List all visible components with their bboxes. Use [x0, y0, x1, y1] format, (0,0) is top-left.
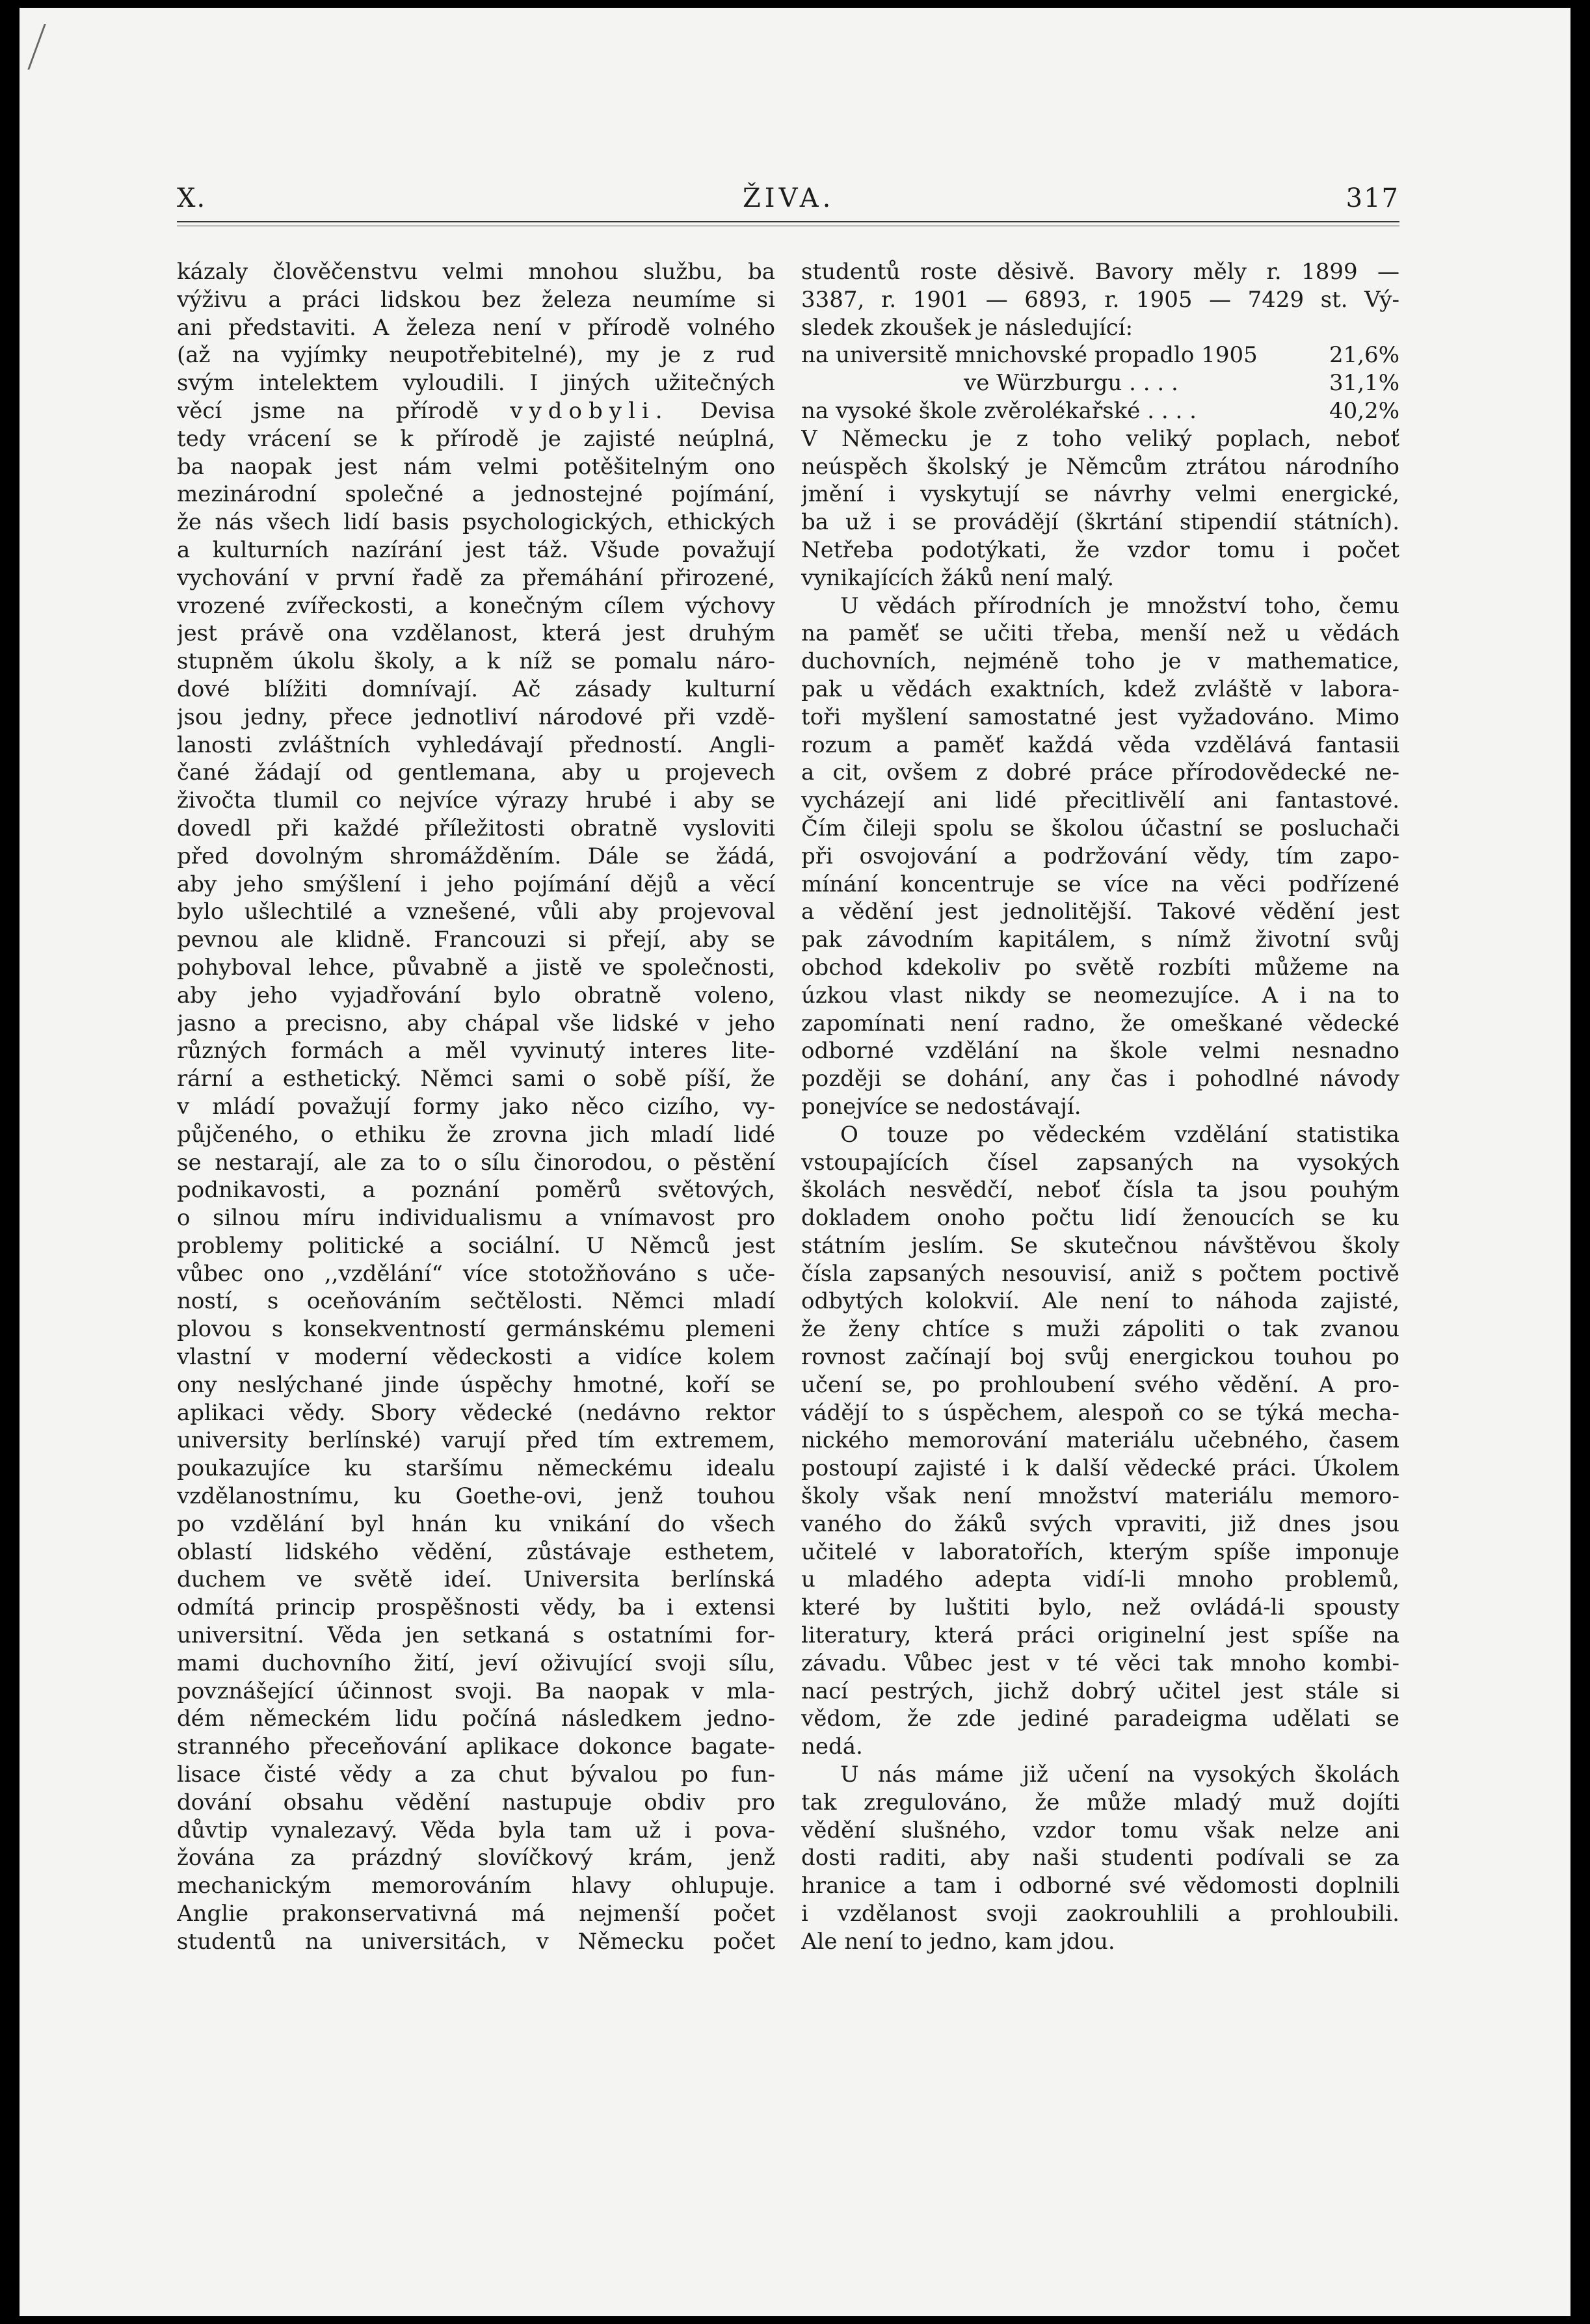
text-line: obchod kdekoliv po světě rozbíti můžeme na — [801, 954, 1399, 981]
stats-label: na vysoké škole zvěrolékařské . . . . — [801, 397, 1197, 424]
text-line: různých formách a měl vyvinutý interes lite- — [177, 1038, 775, 1064]
text-line: pak u vědách exaktních, kdež zvláště v labora- — [801, 676, 1399, 702]
stats-label: na universitě mnichovské propadlo 1905 — [801, 342, 1258, 369]
text-line: rární a esthetický. Němci sami o sobě píší, že — [177, 1066, 775, 1092]
text-line: závadu. Vůbec jest v té věci tak mnoho kombi- — [801, 1650, 1399, 1676]
stats-row — [801, 369, 1399, 397]
right-column — [801, 258, 1399, 1956]
text-line: hranice a tam i odborné své vědomosti doplnili — [801, 1873, 1399, 1899]
text-line: které by luštiti bylo, než ovládá-li spousty — [801, 1594, 1399, 1621]
scan-mark — [27, 24, 52, 70]
stats-row — [801, 341, 1399, 369]
text-line: u mladého adepta vidí-li mnoho problemů, — [801, 1566, 1399, 1593]
text-line: svým intelektem vyloudili. I jiných užitečných — [177, 370, 775, 397]
text-line: stupněm úkolu školy, a k níž se pomalu náro- — [177, 648, 775, 675]
text-line: dové blížiti domnívají. Ač zásady kulturní — [177, 676, 775, 702]
text-line: mínání koncentruje se více na věci podřízené — [801, 871, 1399, 897]
text-line: státním jeslím. Se skutečnou návštěvou školy — [801, 1232, 1399, 1259]
text-line: bylo ušlechtilé a vznešené, vůli aby projevoval — [177, 899, 775, 925]
text-line: plovou s konsekventností germánskému plemeni — [177, 1316, 775, 1343]
stats-value: 31,1% — [1329, 370, 1399, 397]
text-line: V Německu je z toho veliký poplach, neboť — [801, 425, 1399, 452]
text-line: problemy politické a sociální. U Němců jest — [177, 1232, 775, 1259]
text-line: dovedl při každé příležitosti obratně vysloviti — [177, 815, 775, 841]
text-line: jmění i vyskytují se návrhy velmi energické, — [801, 481, 1399, 508]
text-line: studentů na universitách, v Německu počet — [177, 1928, 775, 1955]
text-line: ba naopak jest nám velmi potěšitelným ono — [177, 453, 775, 480]
text-line: lanosti zvláštních vyhledávají předností. Angli- — [177, 732, 775, 758]
text-line: i vzdělanost svoji zaokrouhlili a prohloubili. — [801, 1901, 1399, 1927]
journal-title: ŽIVA. — [743, 183, 835, 213]
text-line: jsou jedny, přece jednotliví národové při vzdě- — [177, 704, 775, 730]
text-line: vstoupajících čísel zapsaných na vysokých — [801, 1149, 1399, 1176]
text-line: vaného do žáků svých vpraviti, již dnes jsou — [801, 1511, 1399, 1537]
text-line: vynikajících žáků není malý. — [801, 564, 1115, 591]
text-line — [177, 397, 775, 425]
text-line: Netřeba podotýkati, že vzdor tomu i počet — [801, 536, 1399, 563]
text-line: ony neslýchané jinde úspěchy hmotné, koří se — [177, 1371, 775, 1398]
text-line: výživu a práci lidskou bez železa neumíme si — [177, 286, 775, 313]
text-line: 3387, r. 1901 — 6893, r. 1905 — 7429 st. Vý- — [801, 286, 1399, 313]
text-line: university berlínské) varují před tím extremem, — [177, 1427, 775, 1454]
text-line: toři myšlení samostatné jest vyžadováno. Mimo — [801, 704, 1399, 730]
text-line: učení se, po prohloubení svého vědění. A pro- — [801, 1371, 1399, 1398]
text-line: později se dohání, any čas i pohodlné návody — [801, 1066, 1399, 1092]
text-line: ností, s oceňováním sečtělosti. Němci mladí — [177, 1288, 775, 1315]
text-line: ponejvíce se nedostávají. — [801, 1093, 1081, 1120]
text-line: vědění slušného, vzdor tomu však nelze ani — [801, 1817, 1399, 1843]
text-line: půjčeného, o ethiku že zrovna jich mladí lidé — [177, 1121, 775, 1148]
text-line: vůbec ono ,,vzdělání“ více stotožňováno s uče- — [177, 1260, 775, 1287]
text-line: rovnost začínají boj svůj energickou touhou po — [801, 1344, 1399, 1371]
running-header — [177, 183, 1399, 216]
text-line: zapomínati není radno, že omeškané vědecké — [801, 1010, 1399, 1037]
text-line: vědom, že zde jediné paradeigma udělati se — [801, 1706, 1399, 1732]
page — [20, 8, 1570, 2316]
text-line: U vědách přírodních je množství toho, čemu — [840, 592, 1399, 619]
text-line: dování obsahu vědění nastupuje obdiv pro — [177, 1789, 775, 1816]
text-line: školách nesvědčí, neboť čísla ta jsou pouhým — [801, 1177, 1399, 1204]
text-line: živočta tlumil co nejvíce výrazy hrubé i aby se — [177, 787, 775, 814]
text-line: dokladem onoho počtu lidí ženoucích se ku — [801, 1205, 1399, 1232]
text-line: jasno a precisno, aby chápal vše lidské v jeho — [177, 1010, 775, 1037]
text-line: povznášející účinnost svoji. Ba naopak v mla- — [177, 1678, 775, 1704]
text-line: Čím čileji spolu se školou účastní se posluchači — [801, 815, 1399, 841]
text-line: podnikavosti, a poznání poměrů světových, — [177, 1177, 775, 1204]
text-line: oblastí lidského vědění, zůstávaje esthetem, — [177, 1538, 775, 1565]
text-line: odmítá princip prospěšnosti vědy, ba i extensi — [177, 1594, 775, 1621]
text-line: odborné vzdělání na škole velmi nesnadno — [801, 1038, 1399, 1064]
text-line: že ženy chtíce s muži zápoliti o tak zvanou — [801, 1316, 1399, 1343]
text-line: pevnou ale klidně. Francouzi si přejí, aby se — [177, 927, 775, 953]
text-line: ba už i se provádějí (škrtání stipendií státních). — [801, 509, 1399, 536]
text-line: mechanickým memorováním hlavy ohlupuje. — [177, 1873, 775, 1899]
text-line: po vzdělání byl hnán ku vnikání do všech — [177, 1511, 775, 1537]
text-line: odbytých kolokvií. Ale není to náhoda zajisté, — [801, 1288, 1399, 1315]
text-line: tedy vrácení se k přírodě je zajisté neúplná, — [177, 425, 775, 452]
text-line: dém německém lidu počíná následkem jedno- — [177, 1706, 775, 1732]
text-line: O touze po vědeckém vzdělání statistika — [840, 1121, 1399, 1148]
text-line: Ale není to jedno, kam jdou. — [801, 1928, 1115, 1955]
text-line: kázaly člověčenstvu velmi mnohou službu, ba — [177, 259, 775, 285]
text-line: ani představiti. A železa není v přírodě volného — [177, 314, 775, 341]
text-line: literatury, která práci originelní jest spíše na — [801, 1622, 1399, 1649]
text-line: důvtip vynalezavý. Věda byla tam už i pova- — [177, 1817, 775, 1843]
text-line: čísla zapsaných nesouvisí, aniž s počtem poctivě — [801, 1260, 1399, 1287]
text-line: tak zregulováno, že může mladý muž dojíti — [801, 1789, 1399, 1816]
text-line: školy však není množství materiálu memoro- — [801, 1483, 1399, 1510]
stats-label: ve Würzburgu . . . . — [964, 370, 1178, 397]
text-line: nického memorování materiálu učebného, časem — [801, 1427, 1399, 1454]
text-line: vycházejí ani lidé přecitlivělí ani fantastové. — [801, 787, 1399, 814]
text-line: v mládí považují formy jako něco cizího, vy- — [177, 1093, 775, 1120]
text-line: nací pestrých, jichž dobrý učitel jest stále si — [801, 1678, 1399, 1704]
text-line: úzkou vlast nikdy se neomezujíce. A i na to — [801, 982, 1399, 1009]
volume-number: X. — [177, 183, 207, 213]
text-line: poukazujíce ku staršímu německému idealu — [177, 1455, 775, 1482]
text-line: vrozené zvířeckosti, a konečným cílem výchovy — [177, 592, 775, 619]
text-line: aplikaci vědy. Sbory vědecké (nedávno rektor — [177, 1399, 775, 1426]
text-line: čané žádají od gentlemana, aby u projevech — [177, 759, 775, 786]
text-line: sledek zkoušek je následující: — [801, 314, 1133, 341]
text-line: pak závodním kapitálem, s nímž životní svůj — [801, 927, 1399, 953]
stats-value: 40,2% — [1329, 397, 1399, 424]
text-line: (až na vyjímky neupotřebitelné), my je z rud — [177, 342, 775, 369]
text-line: na paměť se učiti třeba, menší než u vědách — [801, 620, 1399, 647]
stats-value: 21,6% — [1329, 342, 1399, 369]
text-line: vádějí to s úspěchem, alespoň co se týká mecha- — [801, 1399, 1399, 1426]
text-line: duchem ve světě ideí. Universita berlínská — [177, 1566, 775, 1593]
text-line: rozum a paměť každá věda vzdělává fantasii — [801, 732, 1399, 758]
text-line: o silnou míru individualismu a vnímavost pro — [177, 1205, 775, 1232]
text-line: vzdělanostnímu, ku Goethe-ovi, jenž touhou — [177, 1483, 775, 1510]
text-line: aby jeho vyjadřování bylo obratně voleno, — [177, 982, 775, 1009]
text-line: aby jeho smýšlení i jeho pojímání dějů a věcí — [177, 871, 775, 897]
text-line: duchovních, nejméně toho je v mathematice, — [801, 648, 1399, 675]
text-line: a vědění jest jednolitější. Takové vědění jest — [801, 899, 1399, 925]
text-line: stranného přeceňování aplikace dokonce bagate- — [177, 1734, 775, 1760]
text-line: nedá. — [801, 1734, 863, 1760]
text-line: jest právě ona vzdělanost, která jest druhým — [177, 620, 775, 647]
text-line: před dovolným shromážděním. Dále se žádá, — [177, 843, 775, 869]
text-line: že nás všech lidí basis psychologických, ethických — [177, 509, 775, 536]
text-line: pohyboval lehce, půvabně a jistě ve společnosti, — [177, 954, 775, 981]
text-line: dosti raditi, aby naši studenti podívali se za — [801, 1845, 1399, 1871]
text-line: mezinárodní společné a jednostejné pojímání, — [177, 481, 775, 508]
text-line: universitní. Věda jen setkaná s ostatními for- — [177, 1622, 775, 1649]
page-number: 317 — [1345, 183, 1399, 213]
text-line: mami duchovního žití, jeví oživující svoji sílu, — [177, 1650, 775, 1676]
stats-row — [801, 397, 1399, 425]
text-line: se nestarají, ale za to o sílu činorodou, o pěstění — [177, 1149, 775, 1176]
text-line: vlastní v moderní vědeckosti a vidíce kolem — [177, 1344, 775, 1371]
text-line: a cit, ovšem z dobré práce přírodovědecké ne- — [801, 759, 1399, 786]
text-line: studentů roste děsivě. Bavory měly r. 1899 — — [801, 259, 1399, 285]
text-segment: Devisa — [700, 397, 775, 424]
text-line: lisace čisté vědy a za chut bývalou po fun- — [177, 1762, 775, 1788]
text-segment: věcí jsme na přírodě — [177, 397, 479, 424]
text-line: učitelé v laboratořích, kterým spíše imponuje — [801, 1538, 1399, 1565]
text-line: Anglie prakonservativná má nejmenší počet — [177, 1901, 775, 1927]
text-line: postoupí zajisté i k další vědecké práci. Úkolem — [801, 1455, 1399, 1482]
text-line: žována za prázdný slovíčkový krám, jenž — [177, 1845, 775, 1871]
text-line: U nás máme již učení na vysokých školách — [840, 1762, 1399, 1788]
text-line: neúspěch školský je Němcům ztrátou národního — [801, 453, 1399, 480]
text-line: při osvojování a podržování vědy, tím zapo- — [801, 843, 1399, 869]
emphasis-spaced: vydobyli. — [510, 397, 669, 424]
text-line: a kulturních nazírání jest táž. Všude považují — [177, 536, 775, 563]
header-rule — [177, 221, 1399, 222]
text-line: vychování v první řadě za přemáhání přirozené, — [177, 564, 775, 591]
left-column — [177, 258, 775, 1956]
